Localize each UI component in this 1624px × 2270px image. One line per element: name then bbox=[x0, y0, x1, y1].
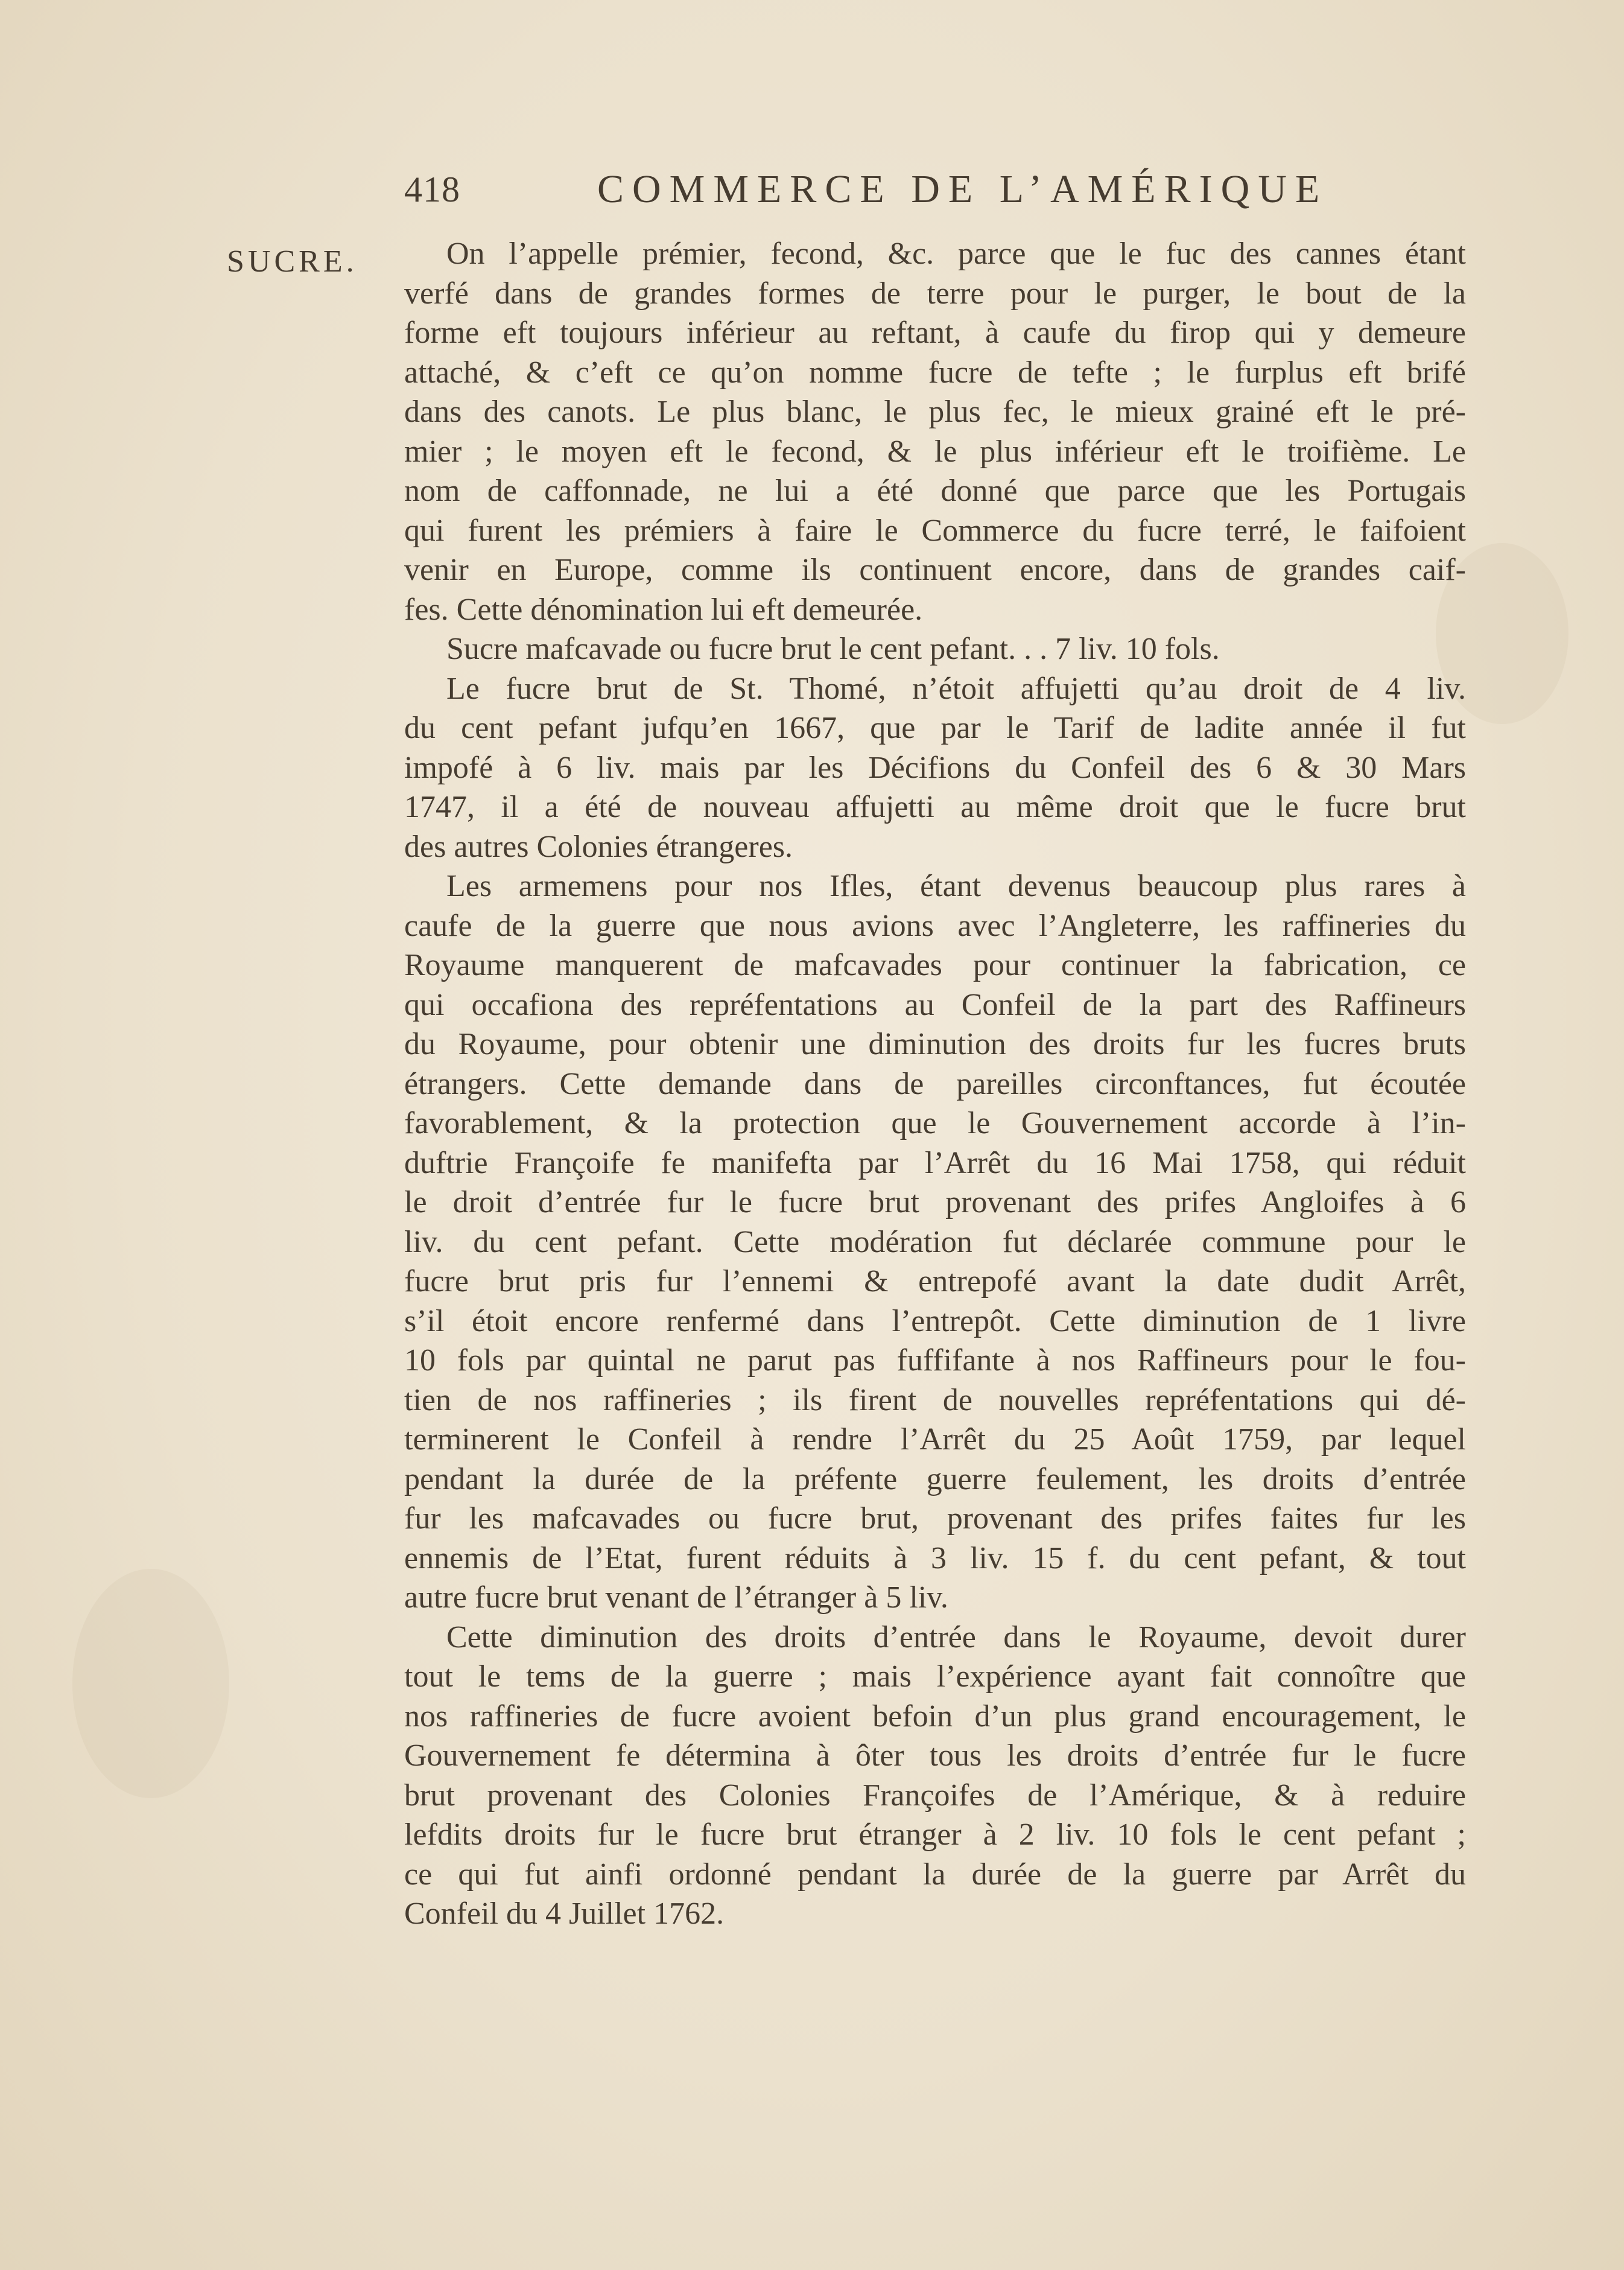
text-line: 1747, il a été de nouveau affujetti au même droit que le fucre brut bbox=[404, 790, 1466, 824]
text-line: forme eft toujours inférieur au reftant, à caufe du firop qui y demeure bbox=[404, 316, 1466, 350]
text-line: tien de nos raffineries ; ils firent de nouvelles repréfentations qui dé- bbox=[404, 1382, 1466, 1417]
text-line: du cent pefant jufqu’en 1667, que par le Tarif de ladite année il fut bbox=[404, 711, 1466, 745]
text-line: des autres Colonies étrangeres. bbox=[404, 829, 793, 864]
text-line: qui occafiona des repréfentations au Confeil de la part des Raffineurs bbox=[404, 987, 1466, 1022]
text-line: ce qui fut ainfi ordonné pendant la durée de la guerre par Arrêt du bbox=[404, 1857, 1466, 1892]
text-line: On l’appelle prémier, fecond, &c. parce que le fuc des cannes étant bbox=[446, 237, 1466, 271]
text-line: fes. Cette dénomination lui eft demeurée. bbox=[404, 592, 923, 627]
text-line: tout le tems de la guerre ; mais l’expérience ayant fait connoître que bbox=[404, 1659, 1466, 1694]
margin-note: SUCRE. bbox=[227, 244, 358, 279]
text-line: attaché, & c’eft ce qu’on nomme fucre de tefte ; le furplus eft brifé bbox=[404, 355, 1466, 390]
text-line: duftrie Françoife fe manifefta par l’Arrêt du 16 Mai 1758, qui réduit bbox=[404, 1145, 1466, 1180]
text-line: s’il étoit encore renfermé dans l’entrepôt. Cette diminution de 1 livre bbox=[404, 1303, 1466, 1338]
text-line: étrangers. Cette demande dans de pareilles circonftances, fut écoutée bbox=[404, 1066, 1466, 1101]
text-line: pendant la durée de la préfente guerre feulement, les droits d’entrée bbox=[404, 1461, 1466, 1496]
text-line: Royaume manquerent de mafcavades pour continuer la fabrication, ce bbox=[404, 948, 1466, 982]
text-line: Confeil du 4 Juillet 1762. bbox=[404, 1896, 725, 1931]
running-title: COMMERCE DE L’AMÉRIQUE bbox=[597, 167, 1328, 211]
text-line: venir en Europe, comme ils continuent encore, dans de grandes caif- bbox=[404, 553, 1466, 587]
paper-stain bbox=[72, 1569, 229, 1798]
text-line: caufe de la guerre que nous avions avec l’Angleterre, les raffineries du bbox=[404, 908, 1466, 943]
text-line: ennemis de l’Etat, furent réduits à 3 liv. 15 f. du cent pefant, & tout bbox=[404, 1540, 1466, 1575]
text-line: lefdits droits fur le fucre brut étranger à 2 liv. 10 fols le cent pefant ; bbox=[404, 1817, 1466, 1852]
text-line: brut provenant des Colonies Françoifes de l’Amérique, & à reduire bbox=[404, 1778, 1466, 1813]
text-line: favorablement, & la protection que le Gouvernement accorde à l’in- bbox=[404, 1106, 1466, 1140]
text-line: du Royaume, pour obtenir une diminution des droits fur les fucres bruts bbox=[404, 1027, 1466, 1061]
body-text bbox=[404, 234, 1466, 1934]
text-line: autre fucre brut venant de l’étranger à 5 liv. bbox=[404, 1580, 948, 1615]
page-number: 418 bbox=[404, 170, 460, 209]
text-line: impofé à 6 liv. mais par les Décifions du Confeil des 6 & 30 Mars bbox=[404, 750, 1466, 785]
text-line: Sucre mafcavade ou fucre brut le cent pefant. . . 7 liv. 10 fols. bbox=[446, 632, 1220, 666]
text-line: liv. du cent pefant. Cette modération fut déclarée commune pour le bbox=[404, 1224, 1466, 1259]
text-line: terminerent le Confeil à rendre l’Arrêt du 25 Août 1759, par lequel bbox=[404, 1422, 1466, 1457]
running-head bbox=[404, 169, 1454, 223]
text-line: verfé dans de grandes formes de terre pour le purger, le bout de la bbox=[404, 276, 1466, 311]
text-line: nos raffineries de fucre avoient befoin d’un plus grand encouragement, le bbox=[404, 1699, 1466, 1734]
text-line: nom de caffonnade, ne lui a été donné que parce que les Portugais bbox=[404, 474, 1466, 508]
text-line: fur les mafcavades ou fucre brut, provenant des prifes faites fur les bbox=[404, 1501, 1466, 1536]
text-line: Gouvernement fe détermina à ôter tous les droits d’entrée fur le fucre bbox=[404, 1738, 1466, 1773]
text-line: Les armemens pour nos Ifles, étant devenus beaucoup plus rares à bbox=[446, 869, 1466, 903]
text-line: qui furent les prémiers à faire le Commerce du fucre terré, le faifoient bbox=[404, 513, 1466, 548]
text-line: dans des canots. Le plus blanc, le plus fec, le mieux grainé eft le pré- bbox=[404, 395, 1466, 429]
text-line: fucre brut pris fur l’ennemi & entrepofé avant la date dudit Arrêt, bbox=[404, 1264, 1466, 1299]
text-line: Cette diminution des droits d’entrée dans le Royaume, devoit durer bbox=[446, 1620, 1466, 1655]
text-line: 10 fols par quintal ne parut pas fuffifante à nos Raffineurs pour le fou- bbox=[404, 1343, 1466, 1378]
text-line: mier ; le moyen eft le fecond, & le plus inférieur eft le troifième. Le bbox=[404, 434, 1466, 469]
text-line: Le fucre brut de St. Thomé, n’étoit affujetti qu’au droit de 4 liv. bbox=[446, 671, 1466, 706]
text-line: le droit d’entrée fur le fucre brut provenant des prifes Angloifes à 6 bbox=[404, 1185, 1466, 1219]
